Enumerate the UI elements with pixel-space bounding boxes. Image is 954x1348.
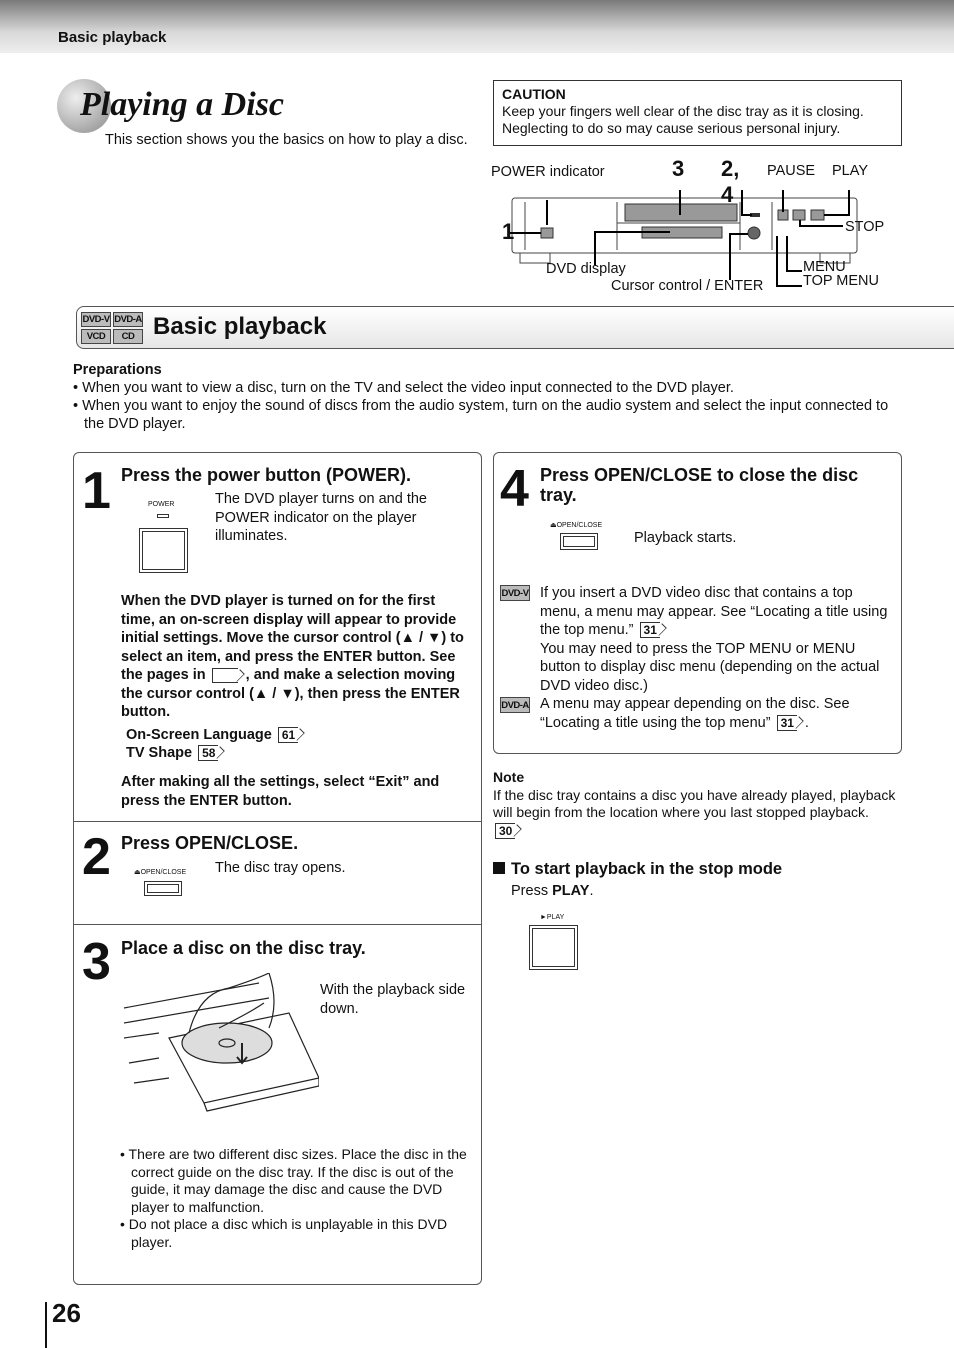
stop-mode-text: Press PLAY. [511,883,594,899]
caution-line: Keep your fingers well clear of the disc tray as it is closing. [502,103,864,119]
note-title: Note [493,769,525,785]
osl-item [126,726,306,745]
step-title: Press OPEN/CLOSE. [121,833,299,853]
section-title: Basic playback [153,313,327,340]
badge-dvd-v: DVD-V [500,585,530,601]
disc-tray-illustration [119,973,319,1118]
badge-vcd: VCD [81,329,111,344]
page-header [0,0,954,53]
note-text: If the disc tray contains a disc you have already played, playback will begin from the location where you last stopped playback. [493,786,896,820]
stop-mode-title: To start playback in the stop mode [511,860,783,878]
bullet-item: • There are two different disc sizes. Place the disc in the correct guide on the disc tray. If the disc is out of the guide, it may damage the disc and cause the DVD player to malfunction. [120,1146,467,1215]
page-number-rule [45,1302,47,1348]
power-indicator-icon [157,514,169,518]
step-title: Press OPEN/CLOSE to close the disc tray. [540,465,859,505]
play-text: PLAY [552,883,590,899]
button-label: ⏏OPEN/CLOSE [134,869,187,876]
dvda-text: A menu may appear depending on the disc. See “Locating a title using the top menu” 31 . [540,696,850,731]
preparations [73,361,903,433]
tv-shape-item [126,744,226,763]
label-power-indicator: POWER indicator [491,164,605,180]
page-title: Playing a Disc [80,86,284,123]
step-number: 3 [82,933,111,991]
bullet-item: • Do not place a disc which is unplayable in this DVD player. [120,1216,448,1250]
note [493,769,898,839]
badge-dvd-v: DVD-V [82,314,110,325]
step-number: 2 [82,828,111,886]
step-4-box [493,452,902,754]
setup-text-2: , and make a selection moving the cursor control (▲ / ▼), then press the ENTER button. [121,667,460,720]
dvda-text-body: A menu may appear depending on the disc. See “Locating a title using the top menu” [540,696,850,731]
step-text: Playback starts. [634,530,737,546]
play-button-icon [529,925,578,970]
preparation-item: • When you want to enjoy the sound of discs from the audio system, turn on the audio system and select the input connected to the DVD player. [73,398,889,432]
button-label: POWER [148,501,175,508]
step-title: Place a disc on the disc tray. [121,938,366,958]
dvdv-text-body-2: You may need to press the TOP MENU or MENU button to display disc menu (depending on the actual DVD video disc.) [540,640,880,694]
caution-box [493,80,902,146]
page-subtitle: This section shows you the basics on how to play a disc. [105,132,468,148]
page-ref[interactable]: 31 [640,622,660,638]
label-play: PLAY [832,163,869,179]
step-number: 1 [82,462,111,520]
preparation-item: • When you want to view a disc, turn on the TV and select the video input connected to the DVD player. [73,380,734,396]
dvdv-text-body: If you insert a DVD video disc that contains a top menu, a menu may appear. See “Locating a title using the top menu.” [540,585,888,638]
steps-1-3-box [73,452,482,1285]
dvdv-text [540,584,890,695]
step-number: 4 [500,460,529,518]
preparations-title: Preparations [73,362,162,378]
step-text: With the playback side down. [320,982,466,1017]
page-ref-blank [212,668,238,683]
section-header [76,306,954,349]
step1-initial-setup-text [121,592,471,722]
step-title: Press the power button (POWER). [121,465,412,485]
step3-bullets [120,1146,470,1251]
step-text: The disc tray opens. [215,860,346,876]
divider [74,821,481,822]
page-ref[interactable]: 61 [278,727,298,743]
osl-label: On-Screen Language [126,727,272,743]
label-cursor-control: Cursor control / ENTER [611,278,764,294]
divider [74,924,481,925]
label-dvd-display: DVD display [546,261,626,277]
page-ref[interactable]: 58 [198,745,218,761]
label-pause: PAUSE [767,163,816,179]
label-top-menu: TOP MENU [803,273,880,289]
label-step-1: 1 [502,219,515,244]
header-section: Basic playback [58,29,167,46]
open-close-button-icon [144,881,182,896]
label-stop: STOP [845,219,885,235]
badge-cd: CD [113,329,143,344]
press-text: Press [511,883,549,899]
label-step-2-4: 2, 4 [721,156,740,207]
badge-dvd-a: DVD-A [114,314,142,325]
label-step-3: 3 [672,156,685,181]
page-ref[interactable]: 31 [777,715,797,731]
setup-text: When the DVD player is turned on for the first time, an on-screen display will appear to provide initial settings. Move the cursor control (▲ / ▼) to select an item, and press the ENTER button. See the pages in [121,593,464,683]
button-label: ⏏OPEN/CLOSE [550,522,603,529]
badge-dvd-a: DVD-A [500,697,530,713]
page-number: 26 [52,1298,81,1328]
button-label: ►PLAY [540,914,565,921]
open-close-button-icon [560,533,598,550]
power-button-icon [139,528,188,573]
tv-shape-label: TV Shape [126,745,193,761]
caution-line: Neglecting to do so may cause serious personal injury. [502,120,841,136]
page-ref[interactable]: 30 [495,823,515,839]
label-menu: MENU [803,259,846,275]
step-text: The DVD player turns on and the POWER indicator on the player illuminates. [215,491,427,544]
square-bullet-icon [493,862,505,874]
caution-title: CAUTION [502,86,566,102]
step1-after-text: After making all the settings, select “Exit” and press the ENTER button. [121,774,440,809]
